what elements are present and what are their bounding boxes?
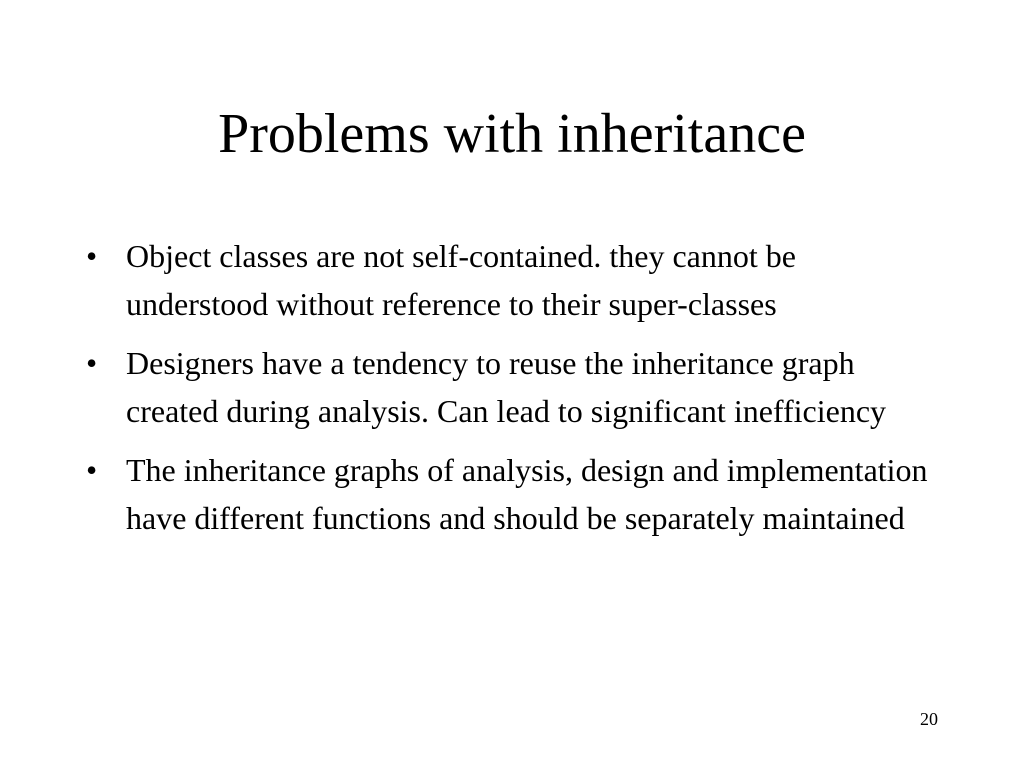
- bullet-item: [86, 339, 946, 435]
- bullet-text: The inheritance graphs of analysis, design and implementation have different functions and should be separately maintained: [126, 452, 928, 536]
- bullet-item: [86, 232, 946, 328]
- bullet-marker: •: [86, 238, 98, 274]
- bullet-text: Object classes are not self-contained. they cannot be understood without reference to their super-classes: [126, 238, 796, 322]
- bullet-marker: •: [86, 452, 98, 488]
- slide-title: Problems with inheritance: [218, 103, 806, 165]
- bullet-marker: •: [86, 345, 98, 381]
- bullet-text: Designers have a tendency to reuse the inheritance graph created during analysis. Can lead to significant inefficiency: [126, 345, 887, 429]
- bullet-list: [86, 232, 946, 553]
- slide-number: 20: [920, 709, 938, 729]
- bullet-item: [86, 446, 946, 542]
